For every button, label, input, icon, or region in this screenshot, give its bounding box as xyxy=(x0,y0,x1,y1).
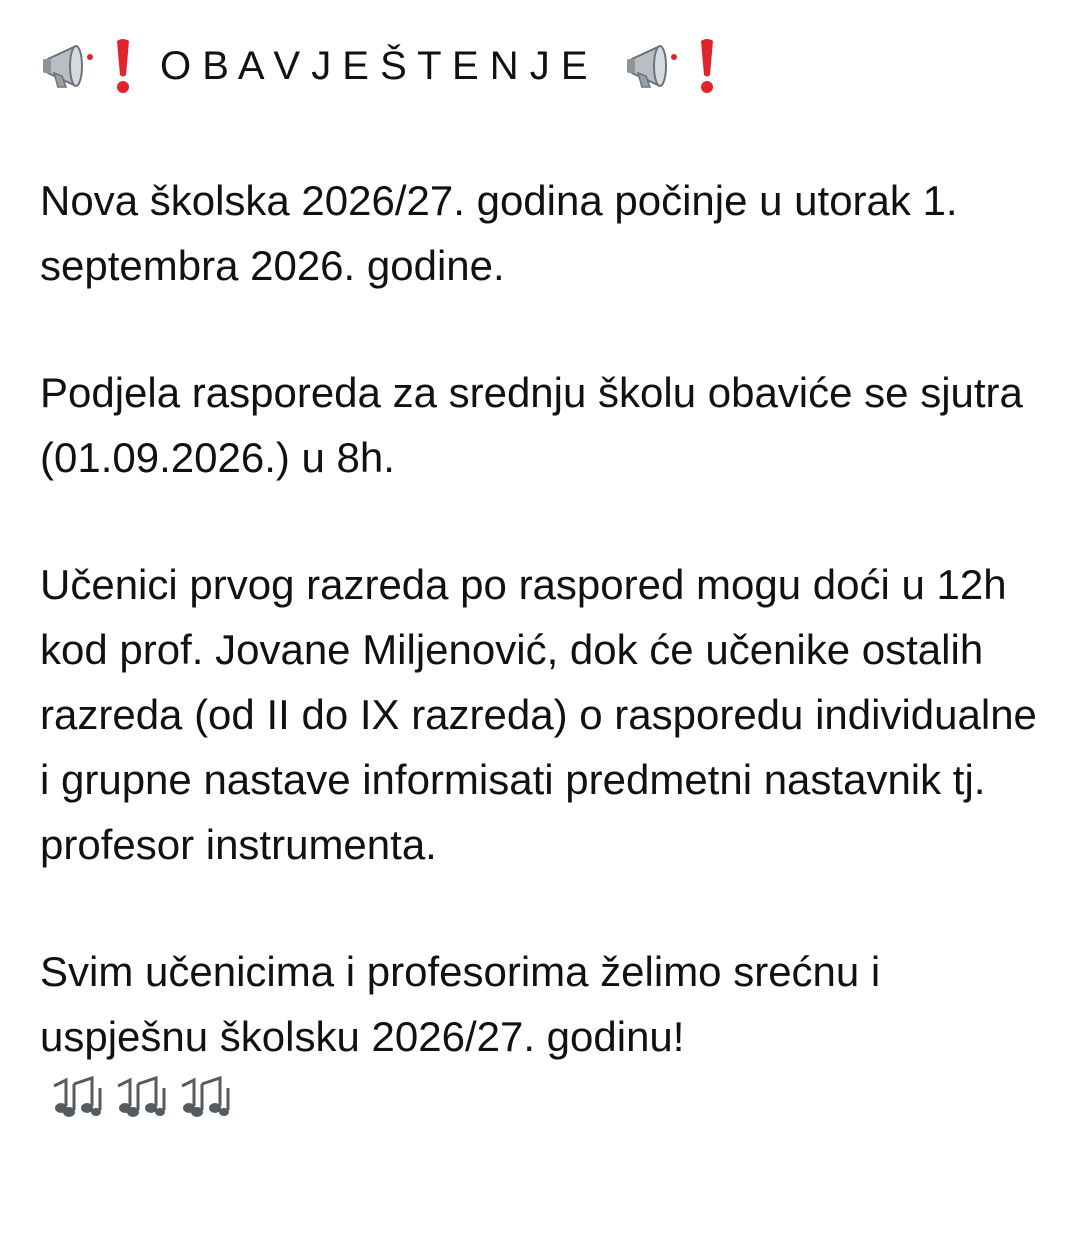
announcement-post xyxy=(40,30,1050,1123)
announcement-title: O B A V J E Š T E N J E xyxy=(160,43,588,88)
paragraph-first-grade-info: Učenici prvog razreda po raspored mogu doći u 12h kod prof. Jovane Miljenović, dok će učenike ostalih razreda (od II do IX razreda) o rasporedu individualne i grupne nastave informisati predmetni nastavnik tj. profesor instrumenta. xyxy=(40,561,1037,868)
megaphone-icon xyxy=(624,35,686,97)
musical-notes-row xyxy=(48,1073,1050,1123)
musical-notes-icon xyxy=(176,1076,238,1120)
paragraph-schedule-distribution: Podjela rasporeda za srednju školu obaviće se sjutra (01.09.2026.) u 8h. xyxy=(40,369,1023,481)
paragraph-wishes: Svim učenicima i profesorima želimo srećnu i uspješnu školsku 2026/27. godinu! xyxy=(40,948,881,1060)
musical-notes-icon xyxy=(112,1076,174,1120)
megaphone-icon xyxy=(40,35,102,97)
exclamation-icon xyxy=(108,35,138,97)
paragraph-school-year-start: Nova školska 2026/27. godina počinje u utorak 1. septembra 2026. godine. xyxy=(40,177,958,289)
title-line xyxy=(40,30,1050,102)
exclamation-icon xyxy=(692,35,722,97)
musical-notes-icon xyxy=(48,1076,110,1120)
